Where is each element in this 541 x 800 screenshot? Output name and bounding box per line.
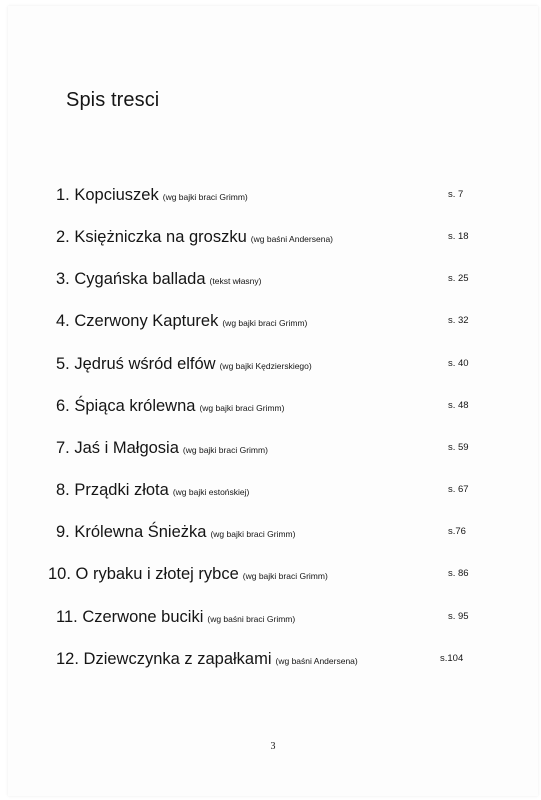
toc-entry-title: Królewna Śnieżka xyxy=(74,523,207,541)
document-page xyxy=(8,6,538,796)
toc-entry-page: s. 7 xyxy=(448,189,464,200)
toc-entry-label xyxy=(56,522,295,544)
toc-entry-note: (wg bajki braci Grimm) xyxy=(199,403,285,413)
toc-entry-label xyxy=(56,607,295,629)
toc-entry xyxy=(8,269,538,293)
toc-entry-page: s. 95 xyxy=(448,611,469,622)
toc-entry-note: (wg baśni braci Grimm) xyxy=(207,614,296,624)
toc-entry-label xyxy=(56,311,307,333)
toc-entry-title: Księżniczka na groszku xyxy=(74,228,247,246)
toc-entry-page: s. 25 xyxy=(448,273,469,284)
toc-entry-note: (wg bajki braci Grimm) xyxy=(210,529,296,539)
toc-entry-note: (wg bajki braci Grimm) xyxy=(182,445,268,455)
toc-entry-page: s. 48 xyxy=(448,400,469,411)
toc-entry xyxy=(8,311,538,335)
toc-entry xyxy=(8,438,538,462)
toc-entry-label xyxy=(56,649,358,671)
toc-entry xyxy=(8,649,538,673)
toc-entry xyxy=(8,396,538,420)
toc-entry-number: 6. xyxy=(56,397,70,415)
toc-entry-label xyxy=(56,185,248,207)
toc-entry-title: Czerwony Kapturek xyxy=(74,312,219,330)
page-title: Spis tresci xyxy=(66,89,160,111)
table-of-contents xyxy=(8,6,538,796)
toc-entry-title: Prządki złota xyxy=(74,481,169,499)
toc-entry-note: (wg baśni Andersena) xyxy=(275,656,358,666)
page-number: 3 xyxy=(270,741,276,752)
toc-entry xyxy=(8,227,538,251)
toc-entry-page: s. 67 xyxy=(448,484,469,495)
toc-entry-label xyxy=(56,396,284,418)
toc-entry-page: s. 59 xyxy=(448,442,469,453)
toc-entry-page: s. 86 xyxy=(448,568,469,579)
toc-entry-title: Śpiąca królewna xyxy=(74,397,196,415)
toc-entry-number: 3. xyxy=(56,270,70,288)
toc-entry-label xyxy=(56,438,268,460)
toc-entry-number: 9. xyxy=(56,523,70,541)
toc-entry-page: s.76 xyxy=(448,526,466,537)
toc-entry-note: (wg bajki braci Grimm) xyxy=(242,571,328,581)
toc-entry-number: 11. xyxy=(56,608,78,626)
toc-entry-number: 5. xyxy=(56,355,70,373)
toc-entry xyxy=(8,480,538,504)
toc-entry-label xyxy=(48,564,328,586)
toc-entry-title: Kopciuszek xyxy=(74,186,159,204)
toc-entry xyxy=(8,564,538,588)
toc-entry-note: (wg bajki braci Grimm) xyxy=(162,192,248,202)
toc-entry-page: s. 18 xyxy=(448,231,469,242)
toc-entry-title: Dziewczynka z zapałkami xyxy=(83,650,272,668)
toc-entry-note: (wg baśni Andersena) xyxy=(250,234,333,244)
toc-entry-number: 8. xyxy=(56,481,70,499)
toc-entry-number: 10. xyxy=(48,565,71,583)
toc-entry-title: Jędruś wśród elfów xyxy=(74,355,216,373)
toc-entry-label xyxy=(56,269,262,291)
toc-entry-note: (tekst własny) xyxy=(209,276,262,286)
toc-entry-title: Cygańska ballada xyxy=(74,270,206,288)
toc-entry-title: Czerwone buciki xyxy=(82,608,204,626)
toc-entry-label xyxy=(56,354,312,376)
toc-entry xyxy=(8,522,538,546)
toc-entry-number: 12. xyxy=(56,650,79,668)
toc-entry-label xyxy=(56,480,249,502)
toc-entry-note: (wg bajki Kędzierskiego) xyxy=(219,361,312,371)
toc-entry-page: s. 32 xyxy=(448,315,469,326)
toc-entry-note: (wg bajki estońskiej) xyxy=(172,487,250,497)
toc-entry-number: 2. xyxy=(56,228,70,246)
toc-entry-title: Jaś i Małgosia xyxy=(74,439,179,457)
toc-entry-page: s. 40 xyxy=(448,358,469,369)
toc-entry-label xyxy=(56,227,333,249)
toc-entry-note: (wg bajki braci Grimm) xyxy=(222,318,308,328)
toc-entry-number: 4. xyxy=(56,312,70,330)
toc-entry-page: s.104 xyxy=(440,653,464,664)
toc-entry xyxy=(8,607,538,631)
toc-entry xyxy=(8,354,538,378)
toc-entry-number: 1. xyxy=(56,186,70,204)
toc-entry xyxy=(8,185,538,209)
toc-entry-number: 7. xyxy=(56,439,70,457)
toc-entry-title: O rybaku i złotej rybce xyxy=(75,565,239,583)
